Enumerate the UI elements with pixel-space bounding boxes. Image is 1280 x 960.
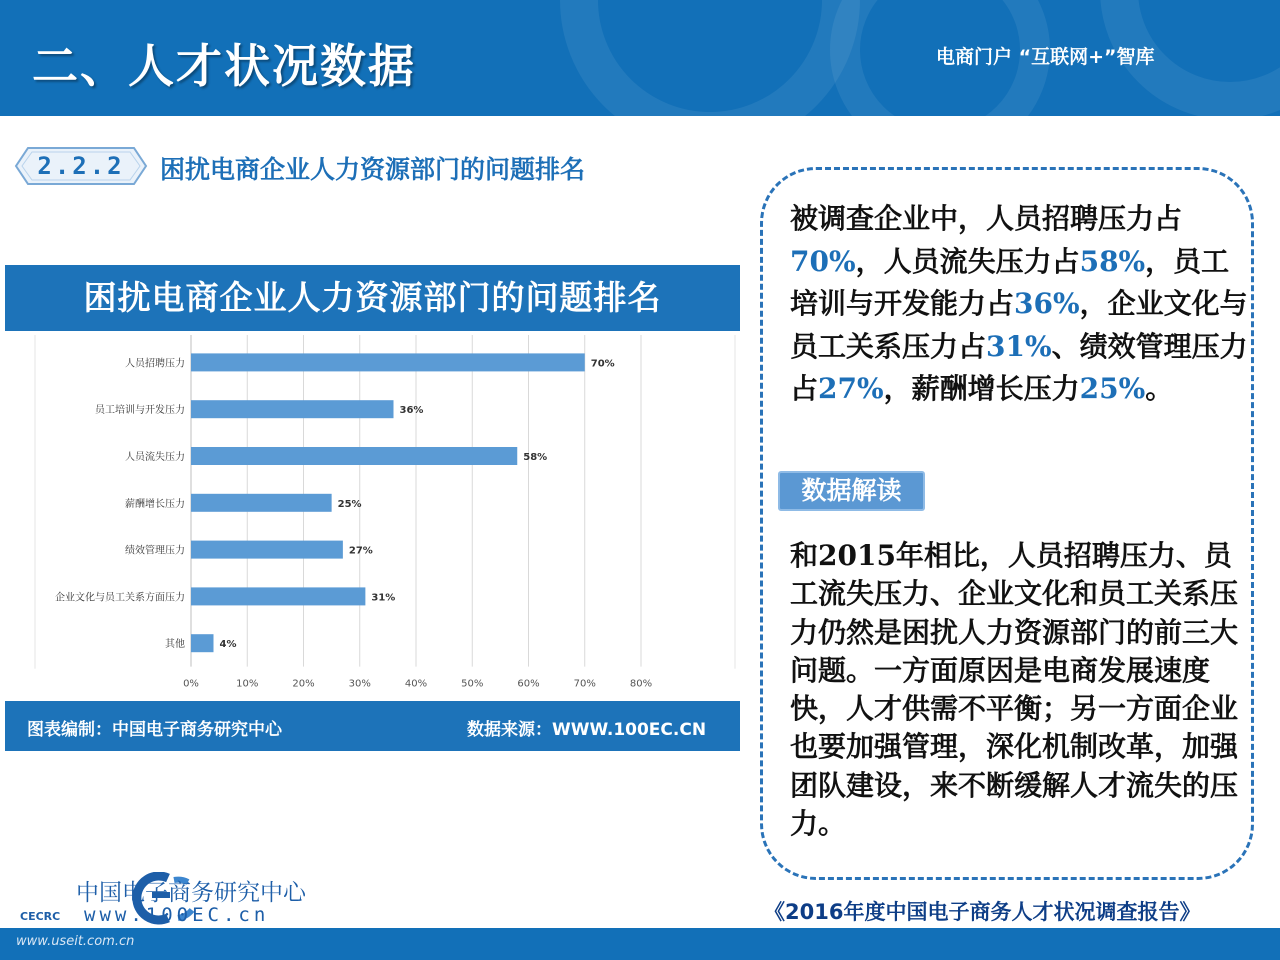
header-decoration	[560, 0, 860, 116]
logo-abbreviation: CECRC	[20, 910, 61, 923]
section-number: 2.2.2	[37, 152, 125, 180]
chart-title: 困扰电商企业人力资源部门的问题排名	[83, 278, 662, 317]
chart-banner	[5, 265, 740, 331]
report-title: 《2016年度中国电子商务人才状况调查报告》	[764, 900, 1201, 924]
summary-text: ，员工培训与开发能力占	[790, 244, 1230, 320]
chart-data-source: 数据来源：WWW.100EC.CN	[467, 720, 707, 740]
header-bar	[0, 0, 1280, 116]
bar	[191, 494, 332, 512]
summary-text: ，人员流失压力占	[855, 244, 1080, 278]
logo-name: 中国电子商务研究中心	[76, 880, 306, 906]
interpretation-paragraph: 和2015年相比，人员招聘压力、员工流失压力、企业文化和员工关系压力仍然是困扰人力资源部门的前三大问题。一方面原因是电商发展速度快，人才供需不平衡；另一方面企业也要加强管理，深化机制改革，加强团队建设，来不断缓解人才流失的压力。	[790, 539, 1239, 841]
x-tick-label: 40%	[404, 678, 428, 690]
category-label: 人员流失压力	[125, 452, 185, 463]
bar	[191, 634, 214, 652]
chart-footer	[5, 701, 740, 751]
category-label: 薪酬增长压力	[125, 498, 185, 510]
summary-percent: 25%	[1079, 372, 1146, 405]
summary-text: ，企业文化与员工关系压力占	[790, 287, 1248, 363]
page-title: 二、人才状况数据	[32, 39, 416, 93]
x-tick-label: 30%	[348, 678, 371, 690]
x-tick-label: 10%	[236, 678, 259, 690]
summary-text: 被调查企业中，人员招聘压力占	[790, 202, 1183, 235]
bar	[191, 400, 394, 418]
category-label: 员工培训与开发压力	[95, 405, 185, 417]
value-label: 70%	[590, 358, 615, 370]
summary-paragraph	[790, 198, 1250, 411]
summary-percent: 58%	[1079, 244, 1146, 278]
section-badge	[14, 146, 148, 186]
x-tick-label: 70%	[573, 678, 596, 690]
logo-url: www.100EC.cn	[84, 904, 270, 926]
summary-text: 。	[1145, 372, 1174, 405]
bar	[191, 353, 585, 371]
value-label: 36%	[399, 405, 424, 417]
x-tick-label: 20%	[292, 678, 315, 690]
value-label: 27%	[348, 545, 373, 557]
x-tick-label: 0%	[183, 678, 199, 690]
bar	[191, 587, 365, 605]
summary-percent: 31%	[986, 329, 1052, 363]
value-label: 25%	[337, 498, 362, 510]
summary-text: 、绩效管理压力占	[790, 329, 1248, 405]
bar	[191, 447, 517, 465]
section-title: 困扰电商企业人力资源部门的问题排名	[160, 155, 586, 184]
category-label: 人员招聘压力	[125, 358, 185, 370]
summary-percent: 70%	[790, 244, 856, 278]
summary-percent: 36%	[1014, 287, 1080, 320]
header-slogan: 电商门户 “互联网+”智库	[936, 46, 1155, 68]
value-label: 58%	[523, 452, 548, 463]
bottom-bar	[0, 928, 1280, 960]
x-tick-label: 60%	[517, 678, 540, 690]
x-tick-label: 80%	[629, 678, 653, 690]
bar	[191, 541, 343, 559]
category-label: 企业文化与员工关系方面压力	[55, 592, 185, 604]
value-label: 4%	[219, 639, 237, 651]
summary-text: ，薪酬增长压力	[883, 372, 1080, 405]
bar-chart	[5, 331, 740, 701]
category-label: 绩效管理压力	[125, 545, 185, 557]
x-tick-label: 50%	[461, 678, 484, 690]
summary-percent: 27%	[818, 372, 884, 405]
interpretation-badge: 数据解读	[778, 471, 925, 511]
category-label: 其他	[165, 639, 185, 651]
chart-compiler-credit: 图表编制：中国电子商务研究中心	[27, 720, 282, 740]
value-label: 31%	[371, 592, 396, 604]
watermark: www.useit.com.cn	[16, 934, 135, 949]
